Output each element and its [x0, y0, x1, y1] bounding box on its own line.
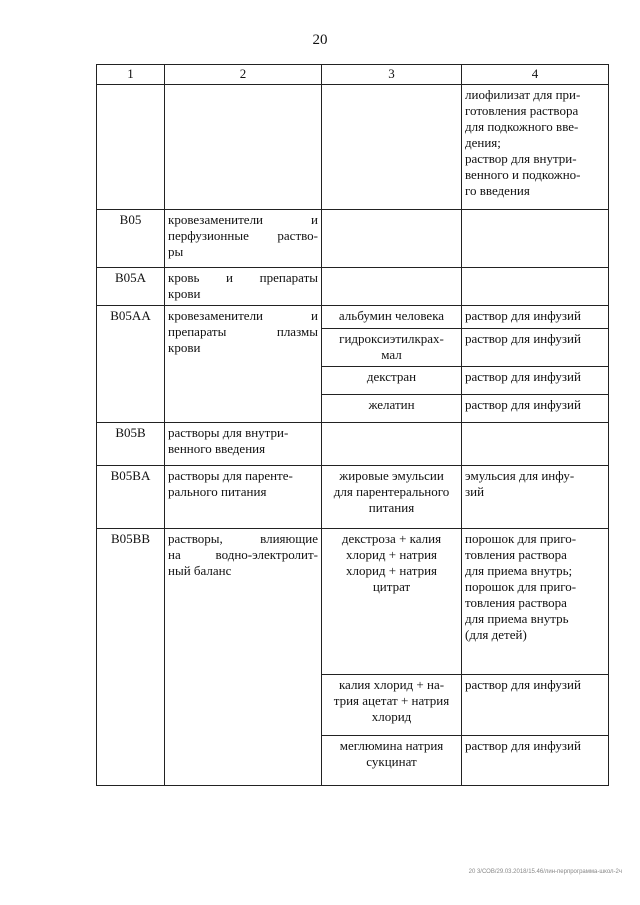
dosage-form-cell	[462, 329, 609, 367]
group-name-line: ры	[168, 244, 184, 259]
atc-code-cell: B05AA	[97, 306, 165, 423]
table-row	[97, 423, 609, 466]
dosage-form-cell	[462, 306, 609, 329]
dosage-form-cell	[462, 466, 609, 529]
column-header-3: 3	[322, 65, 462, 85]
column-header-2: 2	[165, 65, 322, 85]
group-name-cell	[165, 268, 322, 306]
column-header-4: 4	[462, 65, 609, 85]
atc-code-cell: B05BA	[97, 466, 165, 529]
dosage-form-cell	[462, 423, 609, 466]
atc-code-cell	[97, 85, 165, 210]
group-name-line: растворы для внутри-	[168, 425, 289, 440]
drug-name-cell	[322, 367, 462, 395]
drug-name-cell	[322, 329, 462, 367]
drug-name-cell	[322, 210, 462, 268]
group-name-cell	[165, 85, 322, 210]
group-name-line: препараты плазмы	[168, 324, 318, 339]
table-row	[97, 466, 609, 529]
drug-name-line: сукцинат	[366, 754, 417, 769]
dosage-form-line: раствор для инфузий	[465, 369, 581, 384]
dosage-form-cell	[462, 210, 609, 268]
dosage-form-line: дения;	[465, 135, 501, 150]
drug-name-line: мал	[381, 347, 402, 362]
table-row	[97, 268, 609, 306]
drug-name-line: жировые эмульсии	[339, 468, 444, 483]
group-name-cell	[165, 210, 322, 268]
dosage-form-line: раствор для инфузий	[465, 397, 581, 412]
drug-name-cell	[322, 736, 462, 786]
drug-name-cell	[322, 306, 462, 329]
drug-name-line: для парентерального	[333, 484, 450, 499]
group-name-line: на водно-электролит-	[168, 547, 318, 562]
drug-name-cell	[322, 85, 462, 210]
dosage-form-line: го введения	[465, 183, 530, 198]
dosage-form-line: для приема внутрь;	[465, 563, 573, 578]
drug-name-line: хлорид	[371, 709, 412, 724]
dosage-form-line: (для детей)	[465, 627, 527, 642]
dosage-form-cell	[462, 367, 609, 395]
drug-name-line: декстроза + калия	[341, 531, 442, 546]
drug-name-line: меглюмина натрия	[339, 738, 444, 753]
table-body	[97, 85, 609, 786]
dosage-form-cell	[462, 85, 609, 210]
atc-code-cell: B05A	[97, 268, 165, 306]
drug-name-cell	[322, 268, 462, 306]
table-row	[97, 85, 609, 210]
group-name-cell	[165, 466, 322, 529]
dosage-form-line: раствор для инфузий	[465, 308, 581, 323]
table-row	[97, 529, 609, 675]
group-name-cell	[165, 529, 322, 786]
group-name-line: крови	[168, 340, 201, 355]
group-name-line: кровезаменители и	[168, 212, 318, 227]
dosage-form-line: раствор для внутри-	[465, 151, 577, 166]
drug-table	[96, 64, 609, 786]
dosage-form-line: раствор для инфузий	[465, 677, 581, 692]
drug-name-line: альбумин человека	[338, 308, 445, 323]
group-name-line: крови	[168, 286, 201, 301]
group-name-line: перфузионные раство-	[168, 228, 318, 243]
column-header-1: 1	[97, 65, 165, 85]
atc-code-cell: B05	[97, 210, 165, 268]
dosage-form-cell	[462, 268, 609, 306]
drug-name-cell	[322, 529, 462, 675]
drug-name-line: гидроксиэтилкрах-	[339, 331, 444, 346]
drug-name-line: цитрат	[372, 579, 411, 594]
drug-name-line: хлорид + натрия	[345, 563, 438, 578]
group-name-line: рального питания	[168, 484, 267, 499]
drug-name-cell	[322, 466, 462, 529]
footer-note: 20 3/СОВ/29.03.2018/15.46/лин-перпрограмма-школ-2ч	[468, 869, 622, 875]
atc-code-cell: B05B	[97, 423, 165, 466]
group-name-cell	[165, 423, 322, 466]
group-name-line: растворы, влияющие	[168, 531, 318, 546]
dosage-form-line: для приема внутрь	[465, 611, 569, 626]
dosage-form-cell	[462, 529, 609, 675]
group-name-cell	[165, 306, 322, 423]
page-number: 20	[312, 32, 328, 48]
drug-name-line: желатин	[368, 397, 415, 412]
group-name-line: кровезаменители и	[168, 308, 318, 323]
drug-name-cell	[322, 675, 462, 736]
drug-name-line: трия ацетат + натрия	[333, 693, 450, 708]
drug-name-line: декстран	[366, 369, 417, 384]
drug-name-line: калия хлорид + на-	[338, 677, 445, 692]
drug-name-cell	[322, 395, 462, 423]
group-name-line: кровь и препараты	[168, 270, 318, 285]
table-row	[97, 210, 609, 268]
dosage-form-line: эмульсия для инфу-	[465, 468, 575, 483]
drug-name-line: питания	[368, 500, 415, 515]
dosage-form-cell	[462, 736, 609, 786]
table-header-row	[97, 65, 609, 85]
dosage-form-line: раствор для инфузий	[465, 738, 581, 753]
drug-name-line: хлорид + натрия	[345, 547, 438, 562]
dosage-form-line: товления раствора	[465, 547, 567, 562]
dosage-form-cell	[462, 395, 609, 423]
dosage-form-line: порошок для приго-	[465, 579, 577, 594]
dosage-form-line: для подкожного вве-	[465, 119, 579, 134]
atc-code-cell: B05BB	[97, 529, 165, 786]
dosage-form-line: товления раствора	[465, 595, 567, 610]
dosage-form-line: готовления раствора	[465, 103, 579, 118]
dosage-form-line: лиофилизат для при-	[465, 87, 581, 102]
dosage-form-line: венного и подкожно-	[465, 167, 581, 182]
group-name-line: ный баланс	[168, 563, 232, 578]
group-name-line: растворы для паренте-	[168, 468, 293, 483]
group-name-line: венного введения	[168, 441, 266, 456]
dosage-form-cell	[462, 675, 609, 736]
dosage-form-line: зий	[465, 484, 485, 499]
dosage-form-line: порошок для приго-	[465, 531, 577, 546]
table-row	[97, 306, 609, 329]
dosage-form-line: раствор для инфузий	[465, 331, 581, 346]
drug-name-cell	[322, 423, 462, 466]
